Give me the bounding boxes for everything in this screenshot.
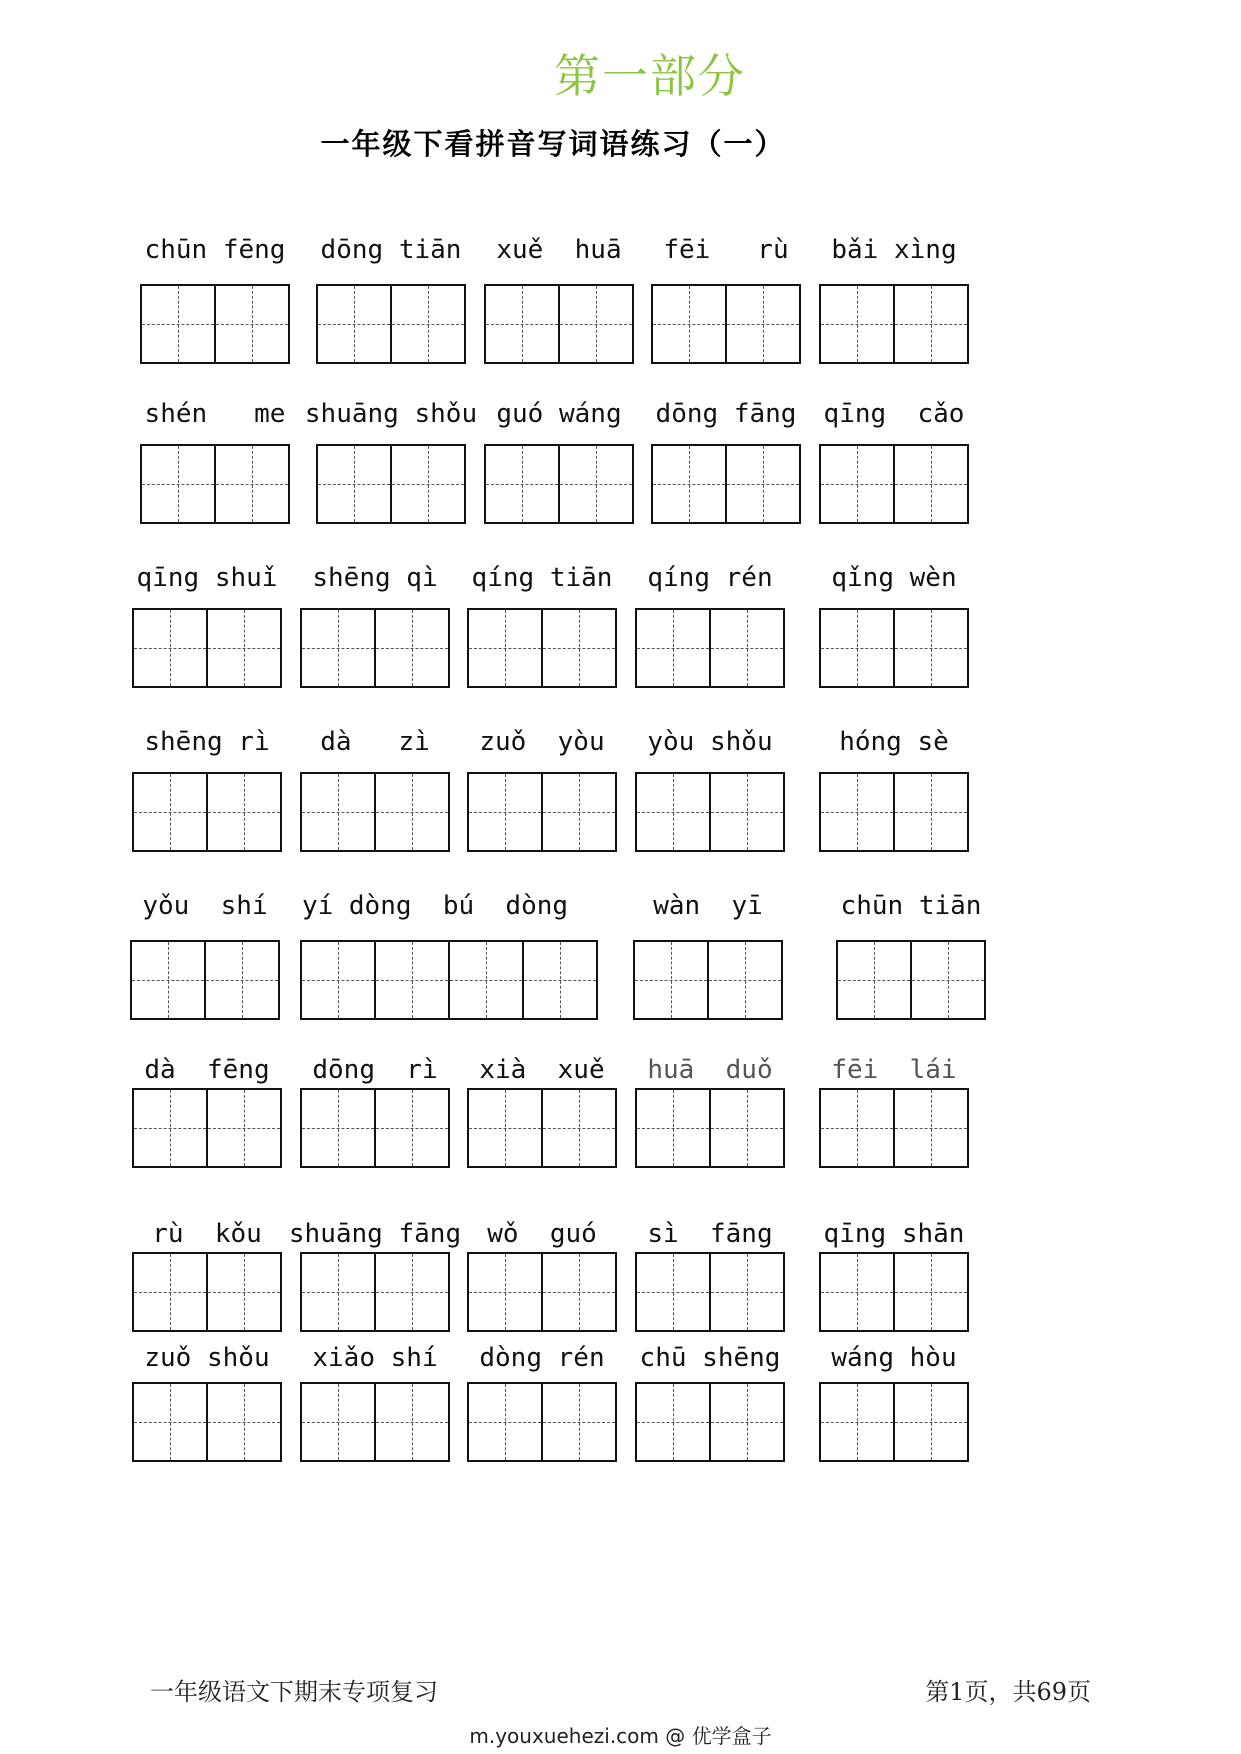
tianzige-cell[interactable] xyxy=(895,1382,969,1462)
tianzige-cell[interactable] xyxy=(635,940,709,1020)
tianzige-cell[interactable] xyxy=(821,284,895,364)
tianzige-cell[interactable] xyxy=(469,1382,543,1462)
tianzige-cell[interactable] xyxy=(543,1382,617,1462)
writing-grid[interactable] xyxy=(819,1088,969,1168)
tianzige-cell[interactable] xyxy=(637,772,711,852)
pinyin-label: dōng fāng xyxy=(655,399,797,429)
pinyin-label: dà zì xyxy=(320,727,430,757)
pinyin-label: wáng hòu xyxy=(831,1343,957,1373)
writing-grid[interactable] xyxy=(300,940,598,1020)
writing-grid[interactable] xyxy=(467,1382,617,1462)
tianzige-cell[interactable] xyxy=(637,1088,711,1168)
tianzige-cell[interactable] xyxy=(895,1088,969,1168)
tianzige-cell[interactable] xyxy=(376,1382,450,1462)
pinyin-label: xuě huā xyxy=(496,235,622,265)
footer-page-number: 第1页，共69页 xyxy=(925,1678,1091,1706)
writing-grid[interactable] xyxy=(819,284,969,364)
writing-grid[interactable] xyxy=(130,940,280,1020)
pinyin-label: dòng rén xyxy=(479,1343,605,1373)
writing-grid[interactable] xyxy=(132,1088,282,1168)
tianzige-cell[interactable] xyxy=(543,1088,617,1168)
tianzige-cell[interactable] xyxy=(469,1252,543,1332)
pinyin-label: qīng cǎo xyxy=(823,399,965,429)
tianzige-cell[interactable] xyxy=(318,444,392,524)
tianzige-cell[interactable] xyxy=(376,608,450,688)
tianzige-cell[interactable] xyxy=(216,284,290,364)
pinyin-label: xiǎo shí xyxy=(312,1343,438,1373)
writing-grid[interactable] xyxy=(140,284,290,364)
tianzige-cell[interactable] xyxy=(653,444,727,524)
tianzige-cell[interactable] xyxy=(302,1088,376,1168)
writing-grid[interactable] xyxy=(819,608,969,688)
tianzige-cell[interactable] xyxy=(486,284,560,364)
tianzige-cell[interactable] xyxy=(302,940,376,1020)
tianzige-cell[interactable] xyxy=(302,1252,376,1332)
tianzige-cell[interactable] xyxy=(302,1382,376,1462)
tianzige-cell[interactable] xyxy=(208,1088,282,1168)
writing-grid[interactable] xyxy=(819,444,969,524)
tianzige-cell[interactable] xyxy=(821,1088,895,1168)
tianzige-cell[interactable] xyxy=(302,772,376,852)
tianzige-cell[interactable] xyxy=(543,772,617,852)
tianzige-cell[interactable] xyxy=(486,444,560,524)
pinyin-label: zuǒ shǒu xyxy=(144,1343,270,1373)
footer-course: 一年级语文下期末专项复习 xyxy=(150,1678,438,1706)
pinyin-label: qǐng wèn xyxy=(831,563,957,593)
tianzige-cell[interactable] xyxy=(653,284,727,364)
writing-grid[interactable] xyxy=(467,772,617,852)
writing-grid[interactable] xyxy=(140,444,290,524)
pinyin-label: wàn yī xyxy=(653,891,763,921)
pinyin-label: fēi lái xyxy=(831,1055,957,1085)
tianzige-cell[interactable] xyxy=(543,608,617,688)
writing-grid[interactable] xyxy=(132,1382,282,1462)
tianzige-cell[interactable] xyxy=(711,608,785,688)
tianzige-cell[interactable] xyxy=(208,1252,282,1332)
tianzige-cell[interactable] xyxy=(134,1252,208,1332)
tianzige-cell[interactable] xyxy=(821,1382,895,1462)
tianzige-cell[interactable] xyxy=(134,1088,208,1168)
tianzige-cell[interactable] xyxy=(560,284,634,364)
worksheet-title: 一年级下看拼音写词语练习（一） xyxy=(320,127,786,161)
pinyin-label: yǒu shí xyxy=(142,891,268,921)
tianzige-cell[interactable] xyxy=(318,284,392,364)
tianzige-cell[interactable] xyxy=(895,284,969,364)
tianzige-cell[interactable] xyxy=(637,608,711,688)
writing-grid[interactable] xyxy=(300,608,450,688)
pinyin-label: shēng qì xyxy=(312,563,438,593)
writing-grid[interactable] xyxy=(633,940,783,1020)
tianzige-cell[interactable] xyxy=(376,940,450,1020)
writing-grid[interactable] xyxy=(132,608,282,688)
tianzige-cell[interactable] xyxy=(895,608,969,688)
pinyin-label: yí dòng bú dòng xyxy=(301,891,569,921)
exercise-row xyxy=(0,396,1241,556)
writing-grid[interactable] xyxy=(635,1252,785,1332)
pinyin-label: chū shēng xyxy=(639,1343,781,1373)
tianzige-cell[interactable] xyxy=(711,1088,785,1168)
pinyin-label: yòu shǒu xyxy=(647,727,773,757)
pinyin-label: qíng tiān xyxy=(471,563,613,593)
writing-grid[interactable] xyxy=(484,284,634,364)
writing-grid[interactable] xyxy=(132,1252,282,1332)
tianzige-cell[interactable] xyxy=(560,444,634,524)
pinyin-label: dōng rì xyxy=(312,1055,438,1085)
pinyin-label: wǒ guó xyxy=(487,1219,597,1249)
pinyin-label: qīng shuǐ xyxy=(136,563,278,593)
tianzige-cell[interactable] xyxy=(208,1382,282,1462)
writing-grid[interactable] xyxy=(651,284,801,364)
pinyin-label: fēi rù xyxy=(663,235,789,265)
tianzige-cell[interactable] xyxy=(450,940,524,1020)
pinyin-label: dōng tiān xyxy=(320,235,462,265)
tianzige-cell[interactable] xyxy=(727,444,801,524)
writing-grid[interactable] xyxy=(836,940,986,1020)
exercise-row xyxy=(0,1340,1241,1500)
tianzige-cell[interactable] xyxy=(821,608,895,688)
writing-grid[interactable] xyxy=(467,1088,617,1168)
pinyin-label: sì fāng xyxy=(647,1219,773,1249)
exercise-row xyxy=(0,724,1241,884)
tianzige-cell[interactable] xyxy=(821,444,895,524)
exercise-row xyxy=(0,560,1241,720)
exercise-row xyxy=(0,1052,1241,1212)
tianzige-cell[interactable] xyxy=(208,608,282,688)
tianzige-cell[interactable] xyxy=(821,772,895,852)
tianzige-cell[interactable] xyxy=(727,284,801,364)
writing-grid[interactable] xyxy=(132,772,282,852)
tianzige-cell[interactable] xyxy=(132,940,206,1020)
tianzige-cell[interactable] xyxy=(469,1088,543,1168)
tianzige-cell[interactable] xyxy=(543,1252,617,1332)
tianzige-cell[interactable] xyxy=(376,772,450,852)
writing-grid[interactable] xyxy=(300,1382,450,1462)
exercise-row xyxy=(0,232,1241,392)
tianzige-cell[interactable] xyxy=(216,444,290,524)
pinyin-label: shén me xyxy=(144,399,286,429)
tianzige-cell[interactable] xyxy=(821,1252,895,1332)
pinyin-label: xià xuě xyxy=(479,1055,605,1085)
writing-grid[interactable] xyxy=(635,608,785,688)
tianzige-cell[interactable] xyxy=(895,1252,969,1332)
pinyin-label: qíng rén xyxy=(647,563,773,593)
tianzige-cell[interactable] xyxy=(637,1382,711,1462)
pinyin-label: chūn tiān xyxy=(840,891,982,921)
tianzige-cell[interactable] xyxy=(895,772,969,852)
tianzige-cell[interactable] xyxy=(376,1252,450,1332)
tianzige-cell[interactable] xyxy=(711,772,785,852)
pinyin-label: huā duǒ xyxy=(647,1055,773,1085)
writing-grid[interactable] xyxy=(316,444,466,524)
tianzige-cell[interactable] xyxy=(142,444,216,524)
tianzige-cell[interactable] xyxy=(711,1382,785,1462)
writing-grid[interactable] xyxy=(300,772,450,852)
pinyin-label: hóng sè xyxy=(839,727,949,757)
pinyin-label: shuāng fāng xyxy=(288,1219,462,1249)
part-title: 第一部分 xyxy=(554,49,746,103)
pinyin-label: shuāng shǒu xyxy=(304,399,478,429)
tianzige-cell[interactable] xyxy=(206,940,280,1020)
writing-grid[interactable] xyxy=(635,1088,785,1168)
tianzige-cell[interactable] xyxy=(142,284,216,364)
writing-grid[interactable] xyxy=(819,772,969,852)
exercise-row xyxy=(0,888,1241,1048)
writing-grid[interactable] xyxy=(300,1088,450,1168)
tianzige-cell[interactable] xyxy=(637,1252,711,1332)
footer-website: m.youxuehezi.com @ 优学盒子 xyxy=(469,1724,772,1748)
writing-grid[interactable] xyxy=(635,772,785,852)
writing-grid[interactable] xyxy=(300,1252,450,1332)
pinyin-label: zuǒ yòu xyxy=(479,727,605,757)
tianzige-cell[interactable] xyxy=(524,940,598,1020)
pinyin-label: guó wáng xyxy=(496,399,622,429)
writing-grid[interactable] xyxy=(635,1382,785,1462)
writing-grid[interactable] xyxy=(467,608,617,688)
writing-grid[interactable] xyxy=(651,444,801,524)
pinyin-label: bǎi xìng xyxy=(831,235,957,265)
writing-grid[interactable] xyxy=(316,284,466,364)
tianzige-cell[interactable] xyxy=(208,772,282,852)
tianzige-cell[interactable] xyxy=(302,608,376,688)
tianzige-cell[interactable] xyxy=(376,1088,450,1168)
pinyin-label: qīng shān xyxy=(823,1219,965,1249)
tianzige-cell[interactable] xyxy=(895,444,969,524)
tianzige-cell[interactable] xyxy=(469,608,543,688)
writing-grid[interactable] xyxy=(819,1252,969,1332)
writing-grid[interactable] xyxy=(467,1252,617,1332)
tianzige-cell[interactable] xyxy=(711,1252,785,1332)
writing-grid[interactable] xyxy=(819,1382,969,1462)
pinyin-label: shēng rì xyxy=(144,727,270,757)
tianzige-cell[interactable] xyxy=(469,772,543,852)
pinyin-label: rù kǒu xyxy=(152,1219,262,1249)
pinyin-label: dà fēng xyxy=(144,1055,270,1085)
pinyin-label: chūn fēng xyxy=(144,235,286,265)
tianzige-cell[interactable] xyxy=(134,772,208,852)
tianzige-cell[interactable] xyxy=(838,940,912,1020)
tianzige-cell[interactable] xyxy=(912,940,986,1020)
tianzige-cell[interactable] xyxy=(392,284,466,364)
writing-grid[interactable] xyxy=(484,444,634,524)
tianzige-cell[interactable] xyxy=(134,608,208,688)
tianzige-cell[interactable] xyxy=(134,1382,208,1462)
tianzige-cell[interactable] xyxy=(392,444,466,524)
tianzige-cell[interactable] xyxy=(709,940,783,1020)
